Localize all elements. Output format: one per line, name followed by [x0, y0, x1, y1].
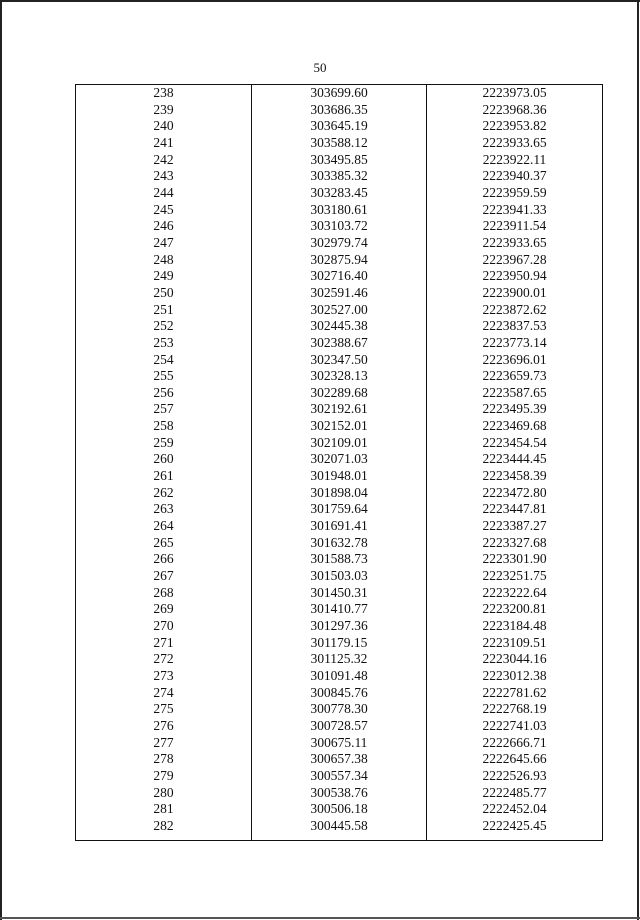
- table-row: [76, 235, 602, 252]
- table-row: [76, 135, 602, 152]
- x-coordinate-cell: 300506.18: [310, 801, 368, 817]
- y-coordinate-cell: 2223950.94: [482, 268, 547, 284]
- x-coordinate-cell: 303588.12: [310, 134, 368, 150]
- table-row: [76, 568, 602, 585]
- table-row: [76, 185, 602, 202]
- point-number-cell: 272: [153, 651, 174, 667]
- x-coordinate-cell: 302289.68: [310, 384, 368, 400]
- y-coordinate-cell: 2223940.37: [482, 168, 547, 184]
- table-row: [76, 501, 602, 518]
- table-row: [76, 535, 602, 552]
- y-coordinate-cell: 2223222.64: [482, 584, 547, 600]
- point-number-cell: 256: [153, 384, 174, 400]
- x-coordinate-cell: 302388.67: [310, 334, 368, 350]
- point-number-cell: 269: [153, 601, 174, 617]
- y-coordinate-cell: 2223447.81: [482, 501, 547, 517]
- table-row: [76, 252, 602, 269]
- x-coordinate-cell: 303699.60: [310, 85, 368, 100]
- x-coordinate-cell: 300557.34: [310, 767, 368, 783]
- x-coordinate-cell: 301759.64: [310, 501, 368, 517]
- table-row: [76, 218, 602, 235]
- x-coordinate-cell: 303495.85: [310, 151, 368, 167]
- table-row: [76, 751, 602, 768]
- y-coordinate-cell: 2223959.59: [482, 184, 547, 200]
- table-row: [76, 318, 602, 335]
- y-coordinate-cell: 2223773.14: [482, 334, 547, 350]
- point-number-cell: 278: [153, 751, 174, 767]
- point-number-cell: 243: [153, 168, 174, 184]
- point-number-cell: 261: [153, 468, 174, 484]
- point-number-cell: 275: [153, 701, 174, 717]
- point-number-cell: 268: [153, 584, 174, 600]
- x-coordinate-cell: 303385.32: [310, 168, 368, 184]
- table-row: [76, 601, 602, 618]
- point-number-cell: 274: [153, 684, 174, 700]
- y-coordinate-cell: 2222666.71: [482, 734, 547, 750]
- y-coordinate-cell: 2223941.33: [482, 201, 547, 217]
- x-coordinate-cell: 302979.74: [310, 234, 368, 250]
- x-coordinate-cell: 302152.01: [310, 418, 368, 434]
- x-coordinate-cell: 301450.31: [310, 584, 368, 600]
- page-number: 50: [313, 60, 327, 75]
- y-coordinate-cell: 2222485.77: [482, 784, 547, 800]
- point-number-cell: 254: [153, 351, 174, 367]
- y-coordinate-cell: 2223109.51: [482, 634, 547, 650]
- point-number-cell: 281: [153, 801, 174, 817]
- table-row: [76, 651, 602, 668]
- table-row: [76, 401, 602, 418]
- table-row: [76, 85, 602, 102]
- x-coordinate-cell: 301691.41: [310, 518, 368, 534]
- table-row: [76, 518, 602, 535]
- table-row: [76, 585, 602, 602]
- point-number-cell: 240: [153, 118, 174, 134]
- y-coordinate-cell: 2223469.68: [482, 418, 547, 434]
- x-coordinate-cell: 301588.73: [310, 551, 368, 567]
- x-coordinate-cell: 303180.61: [310, 201, 368, 217]
- table-row: [76, 718, 602, 735]
- y-coordinate-cell: 2223327.68: [482, 534, 547, 550]
- y-coordinate-cell: 2223953.82: [482, 118, 547, 134]
- point-number-cell: 262: [153, 484, 174, 500]
- table-row: [76, 202, 602, 219]
- table-row: [76, 485, 602, 502]
- y-coordinate-cell: 2222526.93: [482, 767, 547, 783]
- page-border-top: [0, 0, 640, 2]
- table-row: [76, 418, 602, 435]
- table-row: [76, 635, 602, 652]
- x-coordinate-cell: 300445.58: [310, 817, 368, 833]
- x-coordinate-cell: 302347.50: [310, 351, 368, 367]
- table-row: [76, 168, 602, 185]
- point-number-cell: 270: [153, 618, 174, 633]
- x-coordinate-cell: 302109.01: [310, 434, 368, 450]
- y-coordinate-cell: 2223444.45: [482, 451, 547, 467]
- y-coordinate-cell: 2222645.66: [482, 751, 547, 767]
- x-coordinate-cell: 300778.30: [310, 701, 368, 717]
- point-number-cell: 279: [153, 767, 174, 783]
- table-row: [76, 352, 602, 369]
- x-coordinate-cell: 302591.46: [310, 284, 368, 300]
- point-number-cell: 249: [153, 268, 174, 284]
- y-coordinate-cell: 2223659.73: [482, 368, 547, 384]
- point-number-cell: 260: [153, 451, 174, 467]
- y-coordinate-cell: 2222741.03: [482, 717, 547, 733]
- x-coordinate-cell: 302527.00: [310, 301, 368, 317]
- point-number-cell: 273: [153, 667, 174, 683]
- y-coordinate-cell: 2223933.65: [482, 134, 547, 150]
- point-number-cell: 244: [153, 184, 174, 200]
- y-coordinate-cell: 2223696.01: [482, 351, 547, 367]
- table-row: [76, 768, 602, 785]
- point-number-cell: 255: [153, 368, 174, 384]
- y-coordinate-cell: 2223968.36: [482, 101, 547, 117]
- x-coordinate-cell: 303686.35: [310, 101, 368, 117]
- y-coordinate-cell: 2223967.28: [482, 251, 547, 267]
- point-number-cell: 246: [153, 218, 174, 234]
- table-row: [76, 668, 602, 685]
- y-coordinate-cell: 2223495.39: [482, 401, 547, 417]
- page-border-bottom: [0, 917, 640, 919]
- x-coordinate-cell: 301410.77: [310, 601, 368, 617]
- table-row: [76, 268, 602, 285]
- x-coordinate-cell: 302716.40: [310, 268, 368, 284]
- point-number-cell: 257: [153, 401, 174, 417]
- table-row: [76, 435, 602, 452]
- y-coordinate-cell: 2223922.11: [482, 151, 547, 167]
- point-number-cell: 247: [153, 234, 174, 250]
- x-coordinate-cell: 301632.78: [310, 534, 368, 550]
- table-row: [76, 818, 602, 835]
- table-row: [76, 701, 602, 718]
- table-row: [76, 152, 602, 169]
- point-number-cell: 242: [153, 151, 174, 167]
- point-number-cell: 276: [153, 717, 174, 733]
- x-coordinate-cell: 301898.04: [310, 484, 368, 500]
- table-row: [76, 385, 602, 402]
- table-row: [76, 685, 602, 702]
- coordinate-table: [75, 84, 603, 841]
- point-number-cell: 277: [153, 734, 174, 750]
- y-coordinate-cell: 2223933.65: [482, 234, 547, 250]
- table-row: [76, 302, 602, 319]
- x-coordinate-cell: 302071.03: [310, 451, 368, 467]
- y-coordinate-cell: 2223301.90: [482, 551, 547, 567]
- y-coordinate-cell: 2223012.38: [482, 667, 547, 683]
- point-number-cell: 253: [153, 334, 174, 350]
- point-number-cell: 250: [153, 284, 174, 300]
- page-border-right: [637, 0, 639, 920]
- point-number-cell: 239: [153, 101, 174, 117]
- point-number-cell: 258: [153, 418, 174, 434]
- table-body: [76, 85, 602, 835]
- x-coordinate-cell: 303103.72: [310, 218, 368, 234]
- x-coordinate-cell: 301503.03: [310, 568, 368, 584]
- x-coordinate-cell: 301948.01: [310, 468, 368, 484]
- x-coordinate-cell: 301125.32: [310, 651, 368, 667]
- point-number-cell: 263: [153, 501, 174, 517]
- point-number-cell: 280: [153, 784, 174, 800]
- point-number-cell: 248: [153, 251, 174, 267]
- y-coordinate-cell: 2223044.16: [482, 651, 547, 667]
- table-row: [76, 335, 602, 352]
- x-coordinate-cell: 301179.15: [310, 634, 368, 650]
- x-coordinate-cell: 300675.11: [310, 734, 368, 750]
- x-coordinate-cell: 302875.94: [310, 251, 368, 267]
- table-row: [76, 118, 602, 135]
- point-number-cell: 241: [153, 134, 174, 150]
- y-coordinate-cell: 2222452.04: [482, 801, 547, 817]
- point-number-cell: 282: [153, 817, 174, 833]
- x-coordinate-cell: 302192.61: [310, 401, 368, 417]
- y-coordinate-cell: 2223184.48: [482, 618, 547, 633]
- x-coordinate-cell: 302328.13: [310, 368, 368, 384]
- page-border-left: [0, 0, 2, 920]
- table-row: [76, 785, 602, 802]
- table-row: [76, 801, 602, 818]
- point-number-cell: 271: [153, 634, 174, 650]
- y-coordinate-cell: 2223454.54: [482, 434, 547, 450]
- x-coordinate-cell: 300728.57: [310, 717, 368, 733]
- table-row: [76, 551, 602, 568]
- point-number-cell: 251: [153, 301, 174, 317]
- point-number-cell: 238: [153, 85, 174, 100]
- point-number-cell: 264: [153, 518, 174, 534]
- y-coordinate-cell: 2222768.19: [482, 701, 547, 717]
- table-row: [76, 468, 602, 485]
- x-coordinate-cell: 300845.76: [310, 684, 368, 700]
- y-coordinate-cell: 2222781.62: [482, 684, 547, 700]
- point-number-cell: 259: [153, 434, 174, 450]
- table-row: [76, 735, 602, 752]
- y-coordinate-cell: 2223458.39: [482, 468, 547, 484]
- y-coordinate-cell: 2223900.01: [482, 284, 547, 300]
- x-coordinate-cell: 300657.38: [310, 751, 368, 767]
- y-coordinate-cell: 2223911.54: [482, 218, 547, 234]
- table-row: [76, 285, 602, 302]
- table-row: [76, 102, 602, 119]
- x-coordinate-cell: 301297.36: [310, 618, 368, 633]
- y-coordinate-cell: 2222425.45: [482, 817, 547, 833]
- y-coordinate-cell: 2223472.80: [482, 484, 547, 500]
- y-coordinate-cell: 2223200.81: [482, 601, 547, 617]
- x-coordinate-cell: 303645.19: [310, 118, 368, 134]
- x-coordinate-cell: 300538.76: [310, 784, 368, 800]
- y-coordinate-cell: 2223837.53: [482, 318, 547, 334]
- table-row: [76, 368, 602, 385]
- point-number-cell: 252: [153, 318, 174, 334]
- point-number-cell: 245: [153, 201, 174, 217]
- point-number-cell: 266: [153, 551, 174, 567]
- y-coordinate-cell: 2223387.27: [482, 518, 547, 534]
- y-coordinate-cell: 2223251.75: [482, 568, 547, 584]
- point-number-cell: 265: [153, 534, 174, 550]
- x-coordinate-cell: 302445.38: [310, 318, 368, 334]
- y-coordinate-cell: 2223973.05: [482, 85, 547, 100]
- table-row: [76, 618, 602, 635]
- y-coordinate-cell: 2223872.62: [482, 301, 547, 317]
- table-row: [76, 451, 602, 468]
- x-coordinate-cell: 301091.48: [310, 667, 368, 683]
- x-coordinate-cell: 303283.45: [310, 184, 368, 200]
- y-coordinate-cell: 2223587.65: [482, 384, 547, 400]
- point-number-cell: 267: [153, 568, 174, 584]
